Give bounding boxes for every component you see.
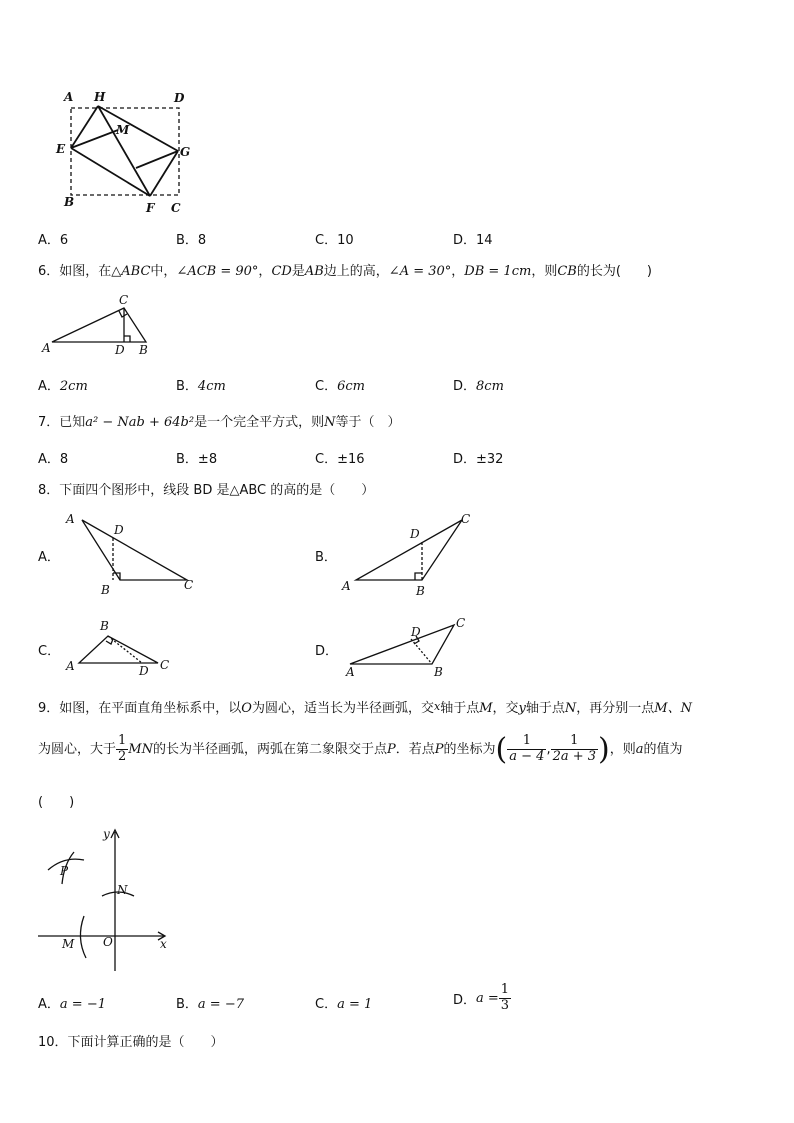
- q9-text: 的坐标为: [443, 742, 496, 757]
- q5-option-d[interactable]: [453, 229, 493, 248]
- q6-text: ，则: [531, 264, 558, 279]
- option-letter: B．: [176, 233, 198, 248]
- q6-segment-cb: CB: [557, 264, 577, 279]
- q5-label-h: H: [94, 90, 106, 104]
- option-letter: B．: [176, 379, 198, 394]
- option-text: 8cm: [476, 379, 504, 394]
- q7-variable-n: N: [324, 415, 336, 430]
- q7-text: 7．已知: [38, 415, 86, 430]
- q8b-label-a: A: [342, 579, 351, 593]
- q6-angle-acb: ∠ACB = 90°: [176, 264, 259, 279]
- option-letter: A．: [38, 233, 60, 248]
- fraction-numerator: 1: [500, 982, 510, 997]
- q6-text: 6．如图，在: [38, 264, 112, 279]
- q6-label-d: D: [115, 343, 125, 357]
- q9-option-c[interactable]: [315, 993, 372, 1012]
- q6-option-d[interactable]: [453, 375, 504, 394]
- q8c-label-c: C: [160, 658, 170, 672]
- q9-text: 的值为: [643, 742, 683, 757]
- q8a-label-d: D: [114, 523, 124, 537]
- option-letter: C．: [315, 379, 338, 394]
- q9-label-m: M: [62, 937, 75, 951]
- q5-label-e: E: [56, 142, 66, 156]
- q9-point-m: M: [479, 701, 493, 716]
- q6-text: 中，: [150, 264, 177, 279]
- q8-option-a[interactable]: A．: [38, 550, 60, 565]
- q8d-label-c: C: [456, 616, 466, 630]
- question-9-line-3: ( ): [38, 795, 75, 810]
- q9-text: 9．如图，在平面直角坐标系中，以: [38, 701, 242, 716]
- q9-point-p: P: [387, 742, 396, 757]
- q9-label-x: x: [160, 937, 167, 951]
- q9-label-o: O: [103, 935, 113, 949]
- q6-triangle: △ABC: [111, 264, 151, 279]
- option-text: ±8: [197, 452, 218, 467]
- q5-label-g: G: [180, 145, 191, 159]
- fraction-numerator: 1: [507, 734, 546, 750]
- option-letter: B．: [176, 452, 198, 467]
- q9-text: ，则: [609, 742, 636, 757]
- q9-segment-mn: MN: [128, 742, 153, 757]
- q8b-label-c: C: [461, 512, 471, 526]
- fraction-denominator: 2a + 3: [552, 749, 597, 764]
- q8a-label-a: A: [66, 512, 75, 526]
- q8d-label-b: B: [434, 665, 443, 679]
- q8a-label-b: B: [101, 583, 110, 597]
- q8b-label-d: D: [410, 527, 420, 541]
- q6-option-c[interactable]: [315, 375, 365, 394]
- q8-option-d[interactable]: D．: [315, 644, 339, 659]
- q5-option-c[interactable]: [315, 229, 354, 248]
- fraction-numerator: 1: [118, 733, 127, 749]
- option-letter: C．: [315, 997, 338, 1012]
- q7-text: 等于（ ）: [335, 415, 401, 430]
- question-8-stem: 8．下面四个图形中，线段 BD 是△ABC 的高的是（ ）: [38, 483, 375, 498]
- option-text: ±16: [337, 452, 365, 467]
- option-letter: D．: [453, 992, 477, 1008]
- q9-point-o: O: [241, 701, 252, 716]
- option-text: 14: [476, 233, 493, 248]
- option-letter: D．: [453, 452, 477, 467]
- option-text: 2cm: [59, 379, 88, 394]
- q7-option-a[interactable]: [38, 448, 68, 467]
- q7-option-b[interactable]: [176, 448, 217, 467]
- q8c-label-d: D: [139, 664, 149, 678]
- option-text: 8: [197, 233, 207, 248]
- q8-option-c[interactable]: C．: [38, 644, 61, 659]
- option-text: a = 1: [337, 997, 373, 1012]
- option-text: 4cm: [197, 379, 226, 394]
- option-fraction: [499, 983, 511, 1014]
- q9-text: 的长为半径画弧，两弧在第二象限交于点: [152, 742, 387, 757]
- q6-angle-a: ∠A = 30°: [388, 264, 452, 279]
- q7-text: 是一个完全平方式，则: [194, 415, 325, 430]
- q6-text: 是: [291, 264, 305, 279]
- q6-label-b: B: [139, 343, 148, 357]
- q6-option-a[interactable]: [38, 375, 88, 394]
- q5-label-c: C: [171, 201, 181, 215]
- q6-option-b[interactable]: [176, 375, 226, 394]
- q9-text: 轴于点: [440, 701, 480, 716]
- q6-segment-ab: AB: [304, 264, 324, 279]
- option-text: 8: [59, 452, 69, 467]
- q8d-label-a: A: [346, 665, 355, 679]
- q9-point-n: N: [564, 701, 577, 716]
- option-text: a = −1: [59, 997, 106, 1012]
- option-letter: B．: [176, 997, 198, 1012]
- option-letter: C．: [315, 452, 338, 467]
- q8a-label-c: C: [184, 578, 194, 592]
- q9-points-mn: M、N: [654, 701, 692, 716]
- q6-text: ，: [258, 264, 272, 279]
- q8-figure-c: [62, 616, 182, 678]
- q8c-label-b: B: [100, 619, 109, 633]
- q9-coord-y-fraction: [551, 734, 598, 765]
- q9-text: 为圆心，适当长为半径画弧，交: [251, 701, 434, 716]
- q5-label-b: B: [64, 195, 75, 209]
- left-paren: (: [495, 732, 508, 767]
- q6-db: DB = 1cm: [464, 264, 532, 279]
- q5-option-a[interactable]: [38, 229, 68, 248]
- q9-coord-x-fraction: [507, 734, 546, 765]
- option-text: a =: [476, 990, 499, 1006]
- q6-text: ，: [451, 264, 465, 279]
- q8-figure-a: [62, 508, 212, 600]
- option-letter: D．: [453, 233, 477, 248]
- q8c-label-a: A: [66, 659, 75, 673]
- q9-label-p: P: [60, 864, 69, 878]
- q9-option-d[interactable]: [453, 983, 511, 1014]
- option-letter: A．: [38, 452, 60, 467]
- q5-label-f: F: [146, 201, 155, 215]
- q9-text: 轴于点: [525, 701, 565, 716]
- q9-option-a[interactable]: [38, 993, 106, 1012]
- q8-option-b[interactable]: B．: [315, 550, 337, 565]
- q9-half-fraction: [116, 734, 128, 765]
- q5-label-a: A: [64, 90, 74, 104]
- q9-label-y: y: [103, 827, 110, 841]
- question-6-stem: [38, 260, 652, 279]
- option-text: ±32: [476, 452, 504, 467]
- q9-variable-a: a: [635, 742, 644, 757]
- q9-figure: [36, 826, 176, 974]
- fraction-denominator: 2: [118, 749, 127, 764]
- q8b-label-b: B: [416, 584, 425, 598]
- question-10-stem: 10．下面计算正确的是（ ）: [38, 1035, 224, 1050]
- q9-option-b[interactable]: [176, 993, 244, 1012]
- right-paren: ): [598, 732, 610, 767]
- q9-label-n: N: [117, 883, 128, 897]
- q9-text: 为圆心，大于: [38, 742, 117, 757]
- fraction-numerator: 1: [551, 734, 598, 750]
- q8d-label-d: D: [411, 625, 421, 639]
- q5-figure: [50, 88, 200, 218]
- q9-point-p: P: [434, 742, 444, 757]
- q5-option-b[interactable]: [176, 229, 206, 248]
- option-letter: D．: [453, 379, 477, 394]
- option-letter: A．: [38, 379, 60, 394]
- q9-text: ，再分别一点: [576, 701, 655, 716]
- question-9-line-2: [38, 732, 683, 767]
- q7-option-d[interactable]: [453, 448, 503, 467]
- q9-comma: ,: [546, 742, 551, 757]
- q5-label-d: D: [174, 91, 185, 105]
- q6-text: 的长为( ): [576, 264, 652, 279]
- q5-label-m: M: [116, 123, 130, 137]
- q6-text: 边上的高，: [323, 264, 389, 279]
- fraction-denominator: 3: [500, 997, 510, 1013]
- q8-figure-d: [338, 612, 488, 680]
- q9-axis-x: x: [433, 700, 441, 713]
- option-text: a = −7: [197, 997, 244, 1012]
- option-letter: A．: [38, 997, 60, 1012]
- q9-text: ，交: [492, 701, 519, 716]
- q9-axis-y: y: [518, 701, 526, 716]
- question-7-stem: [38, 411, 401, 430]
- option-text: 6: [59, 233, 69, 248]
- q7-option-c[interactable]: [315, 448, 365, 467]
- q6-segment-cd: CD: [271, 264, 292, 279]
- q9-text: ．若点: [395, 742, 435, 757]
- fraction-denominator: a − 4: [509, 749, 545, 764]
- q7-expression: a² − Nab + 64b²: [85, 415, 195, 430]
- q6-label-c: C: [119, 293, 129, 307]
- option-text: 6cm: [337, 379, 365, 394]
- q8-figure-b: [338, 508, 488, 600]
- question-9-line-1: [38, 697, 692, 716]
- option-letter: C．: [315, 233, 338, 248]
- q6-figure: [38, 290, 158, 360]
- option-text: 10: [337, 233, 354, 248]
- q6-label-a: A: [42, 341, 51, 355]
